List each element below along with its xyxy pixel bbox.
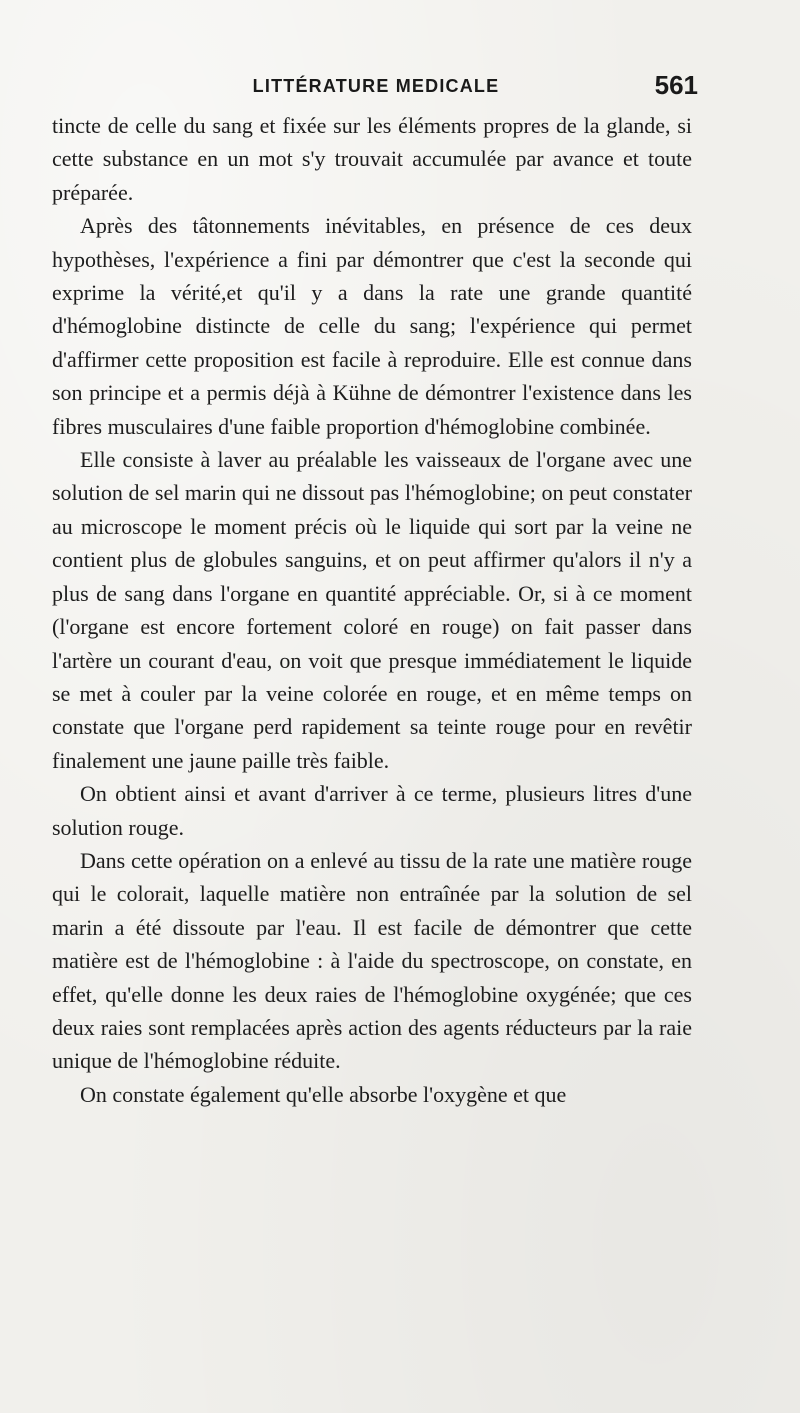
paragraph: Dans cette opération on a enlevé au tissu de la rate une matière rouge qui le colorait, laquelle matière non entraînée par la solution de sel marin a été dissoute par l'eau. Il est facile de démontrer que cette matière est de l'hémoglobine : à l'aide du spectroscope, on constate, en effet, qu'elle donne les deux raies de l'hémoglobine oxygénée; que ces deux raies sont remplacées après action des agents réducteurs par la raie unique de l'hémoglobine réduite.	[52, 847, 692, 1074]
body-text	[52, 109, 692, 1111]
paragraph-continuation: tincte de celle du sang et fixée sur les éléments propres de la glande, si cette substance en un mot s'y trouvait accumulée par avance et toute préparée.	[52, 113, 692, 205]
running-head	[62, 68, 698, 104]
page-number: 561	[654, 70, 698, 100]
running-title: LITTÉRATURE MEDICALE	[252, 76, 500, 96]
paragraph: Après des tâtonnements inévitables, en présence de ces deux hypothèses, l'expérience a fini par démontrer que c'est la seconde qui exprime la vérité,et qu'il y a dans la rate une grande quantité d'hémoglobine distincte de celle du sang; l'expérience qui permet d'affirmer cette proposition est facile à reproduire. Elle est connue dans son principe et a permis déjà à Kühne de démontrer l'existence dans les fibres musculaires d'une faible proportion d'hémoglobine combinée.	[52, 213, 692, 439]
paragraph: On obtient ainsi et avant d'arriver à ce terme, plusieurs litres d'une solution rouge.	[52, 781, 692, 840]
paragraph: On constate également qu'elle absorbe l'oxygène et que	[80, 1081, 567, 1107]
paragraph: Elle consiste à laver au préalable les vaisseaux de l'organe avec une solution de sel marin qui ne dissout pas l'hémoglobine; on peut constater au microscope le moment précis où le liquide qui sort par la veine ne contient plus de globules sanguins, et on peut affirmer qu'alors il n'y a plus de sang dans l'organe en quantité appréciable. Or, si à ce moment (l'organe est encore fortement coloré en rouge) on fait passer dans l'artère un courant d'eau, on voit que presque immédiatement le liquide se met à couler par la veine colorée en rouge, et en même temps on constate que l'organe perd rapidement sa teinte rouge pour en revêtir finalement une jaune paille très faible.	[52, 447, 692, 773]
